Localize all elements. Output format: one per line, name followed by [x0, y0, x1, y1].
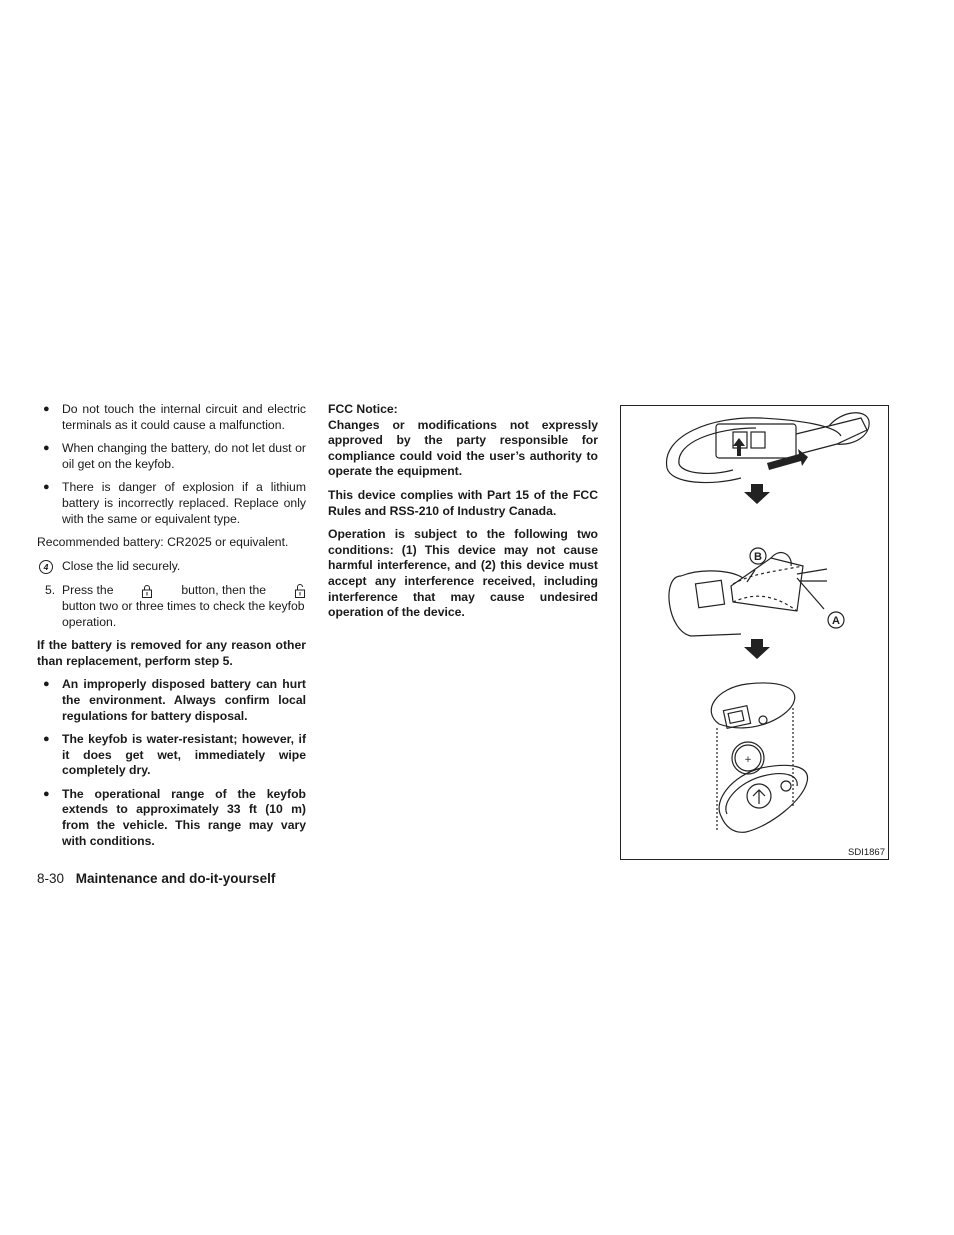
label-a: A [832, 615, 840, 627]
list-item: ● The keyfob is water-resistant; however, if it does get wet, immediately wipe completely dry. [43, 732, 306, 778]
bullet-icon: ● [43, 403, 50, 415]
recommended-battery: Recommended battery: CR2025 or equivalent. [37, 535, 289, 550]
battery-removed-note: If the battery is removed for any reason other than replacement, perform step 5. [37, 638, 306, 668]
bullet-icon: ● [43, 787, 50, 800]
unlock-button-icon [294, 584, 306, 598]
fcc-title: FCC Notice: [328, 402, 398, 416]
bullet-icon: ● [43, 481, 50, 494]
section-title: Maintenance and do-it-yourself [75, 871, 276, 886]
middle-column [328, 402, 598, 629]
fcc-paragraph-3: Operation is subject to the following two conditions: (1) This device may not cause harmful interference, and (2) this device must accept any interference received, including interference that may cause undesired operation of the device. [328, 527, 598, 620]
battery-replacement-figure [620, 405, 889, 860]
list-item: ● When changing the battery, do not let dust or oil get on the keyfob. [43, 441, 306, 471]
left-column [37, 402, 306, 857]
list-item: ● The operational range of the keyfob extends to approximately 33 ft (10 m) from the vehicle. This range may vary with conditions. [43, 786, 306, 848]
label-b: B [754, 551, 762, 563]
bullet-icon: ● [43, 678, 50, 691]
keyfob-illustration [621, 406, 888, 859]
step-4-text: Close the lid securely. [62, 558, 181, 573]
lock-button-icon [141, 584, 153, 598]
bullet-icon: ● [43, 733, 50, 746]
page-number: 8-30 [37, 871, 65, 886]
step-4 [37, 559, 306, 575]
step-5: 5. Press the button, then the button two or three times to check the keyfob operation. [45, 583, 305, 629]
battery-plus-icon: + [744, 755, 752, 765]
fcc-paragraph-1: Changes or modifications not expressly approved by the party responsible for compliance could void the user’s authority to operate the equipment. [328, 417, 598, 479]
fcc-paragraph-2: This device complies with Part 15 of the FCC Rules and RSS-210 of Industry Canada. [328, 487, 598, 518]
step-number-circle: 4 [39, 560, 53, 574]
page-footer [37, 871, 275, 886]
bullet-icon: ● [43, 442, 50, 455]
list-item: ● An improperly disposed battery can hurt the environment. Always confirm local regulations for battery disposal. [43, 677, 306, 723]
step-number: 5. [45, 583, 56, 598]
figure-code: SDI1867 [848, 847, 885, 858]
list-item: ● Do not touch the internal circuit and electric terminals as it could cause a malfunction. [43, 402, 306, 432]
list-item: ● There is danger of explosion if a lithium battery is incorrectly replaced. Replace only with the same or equivalent type. [43, 480, 306, 526]
